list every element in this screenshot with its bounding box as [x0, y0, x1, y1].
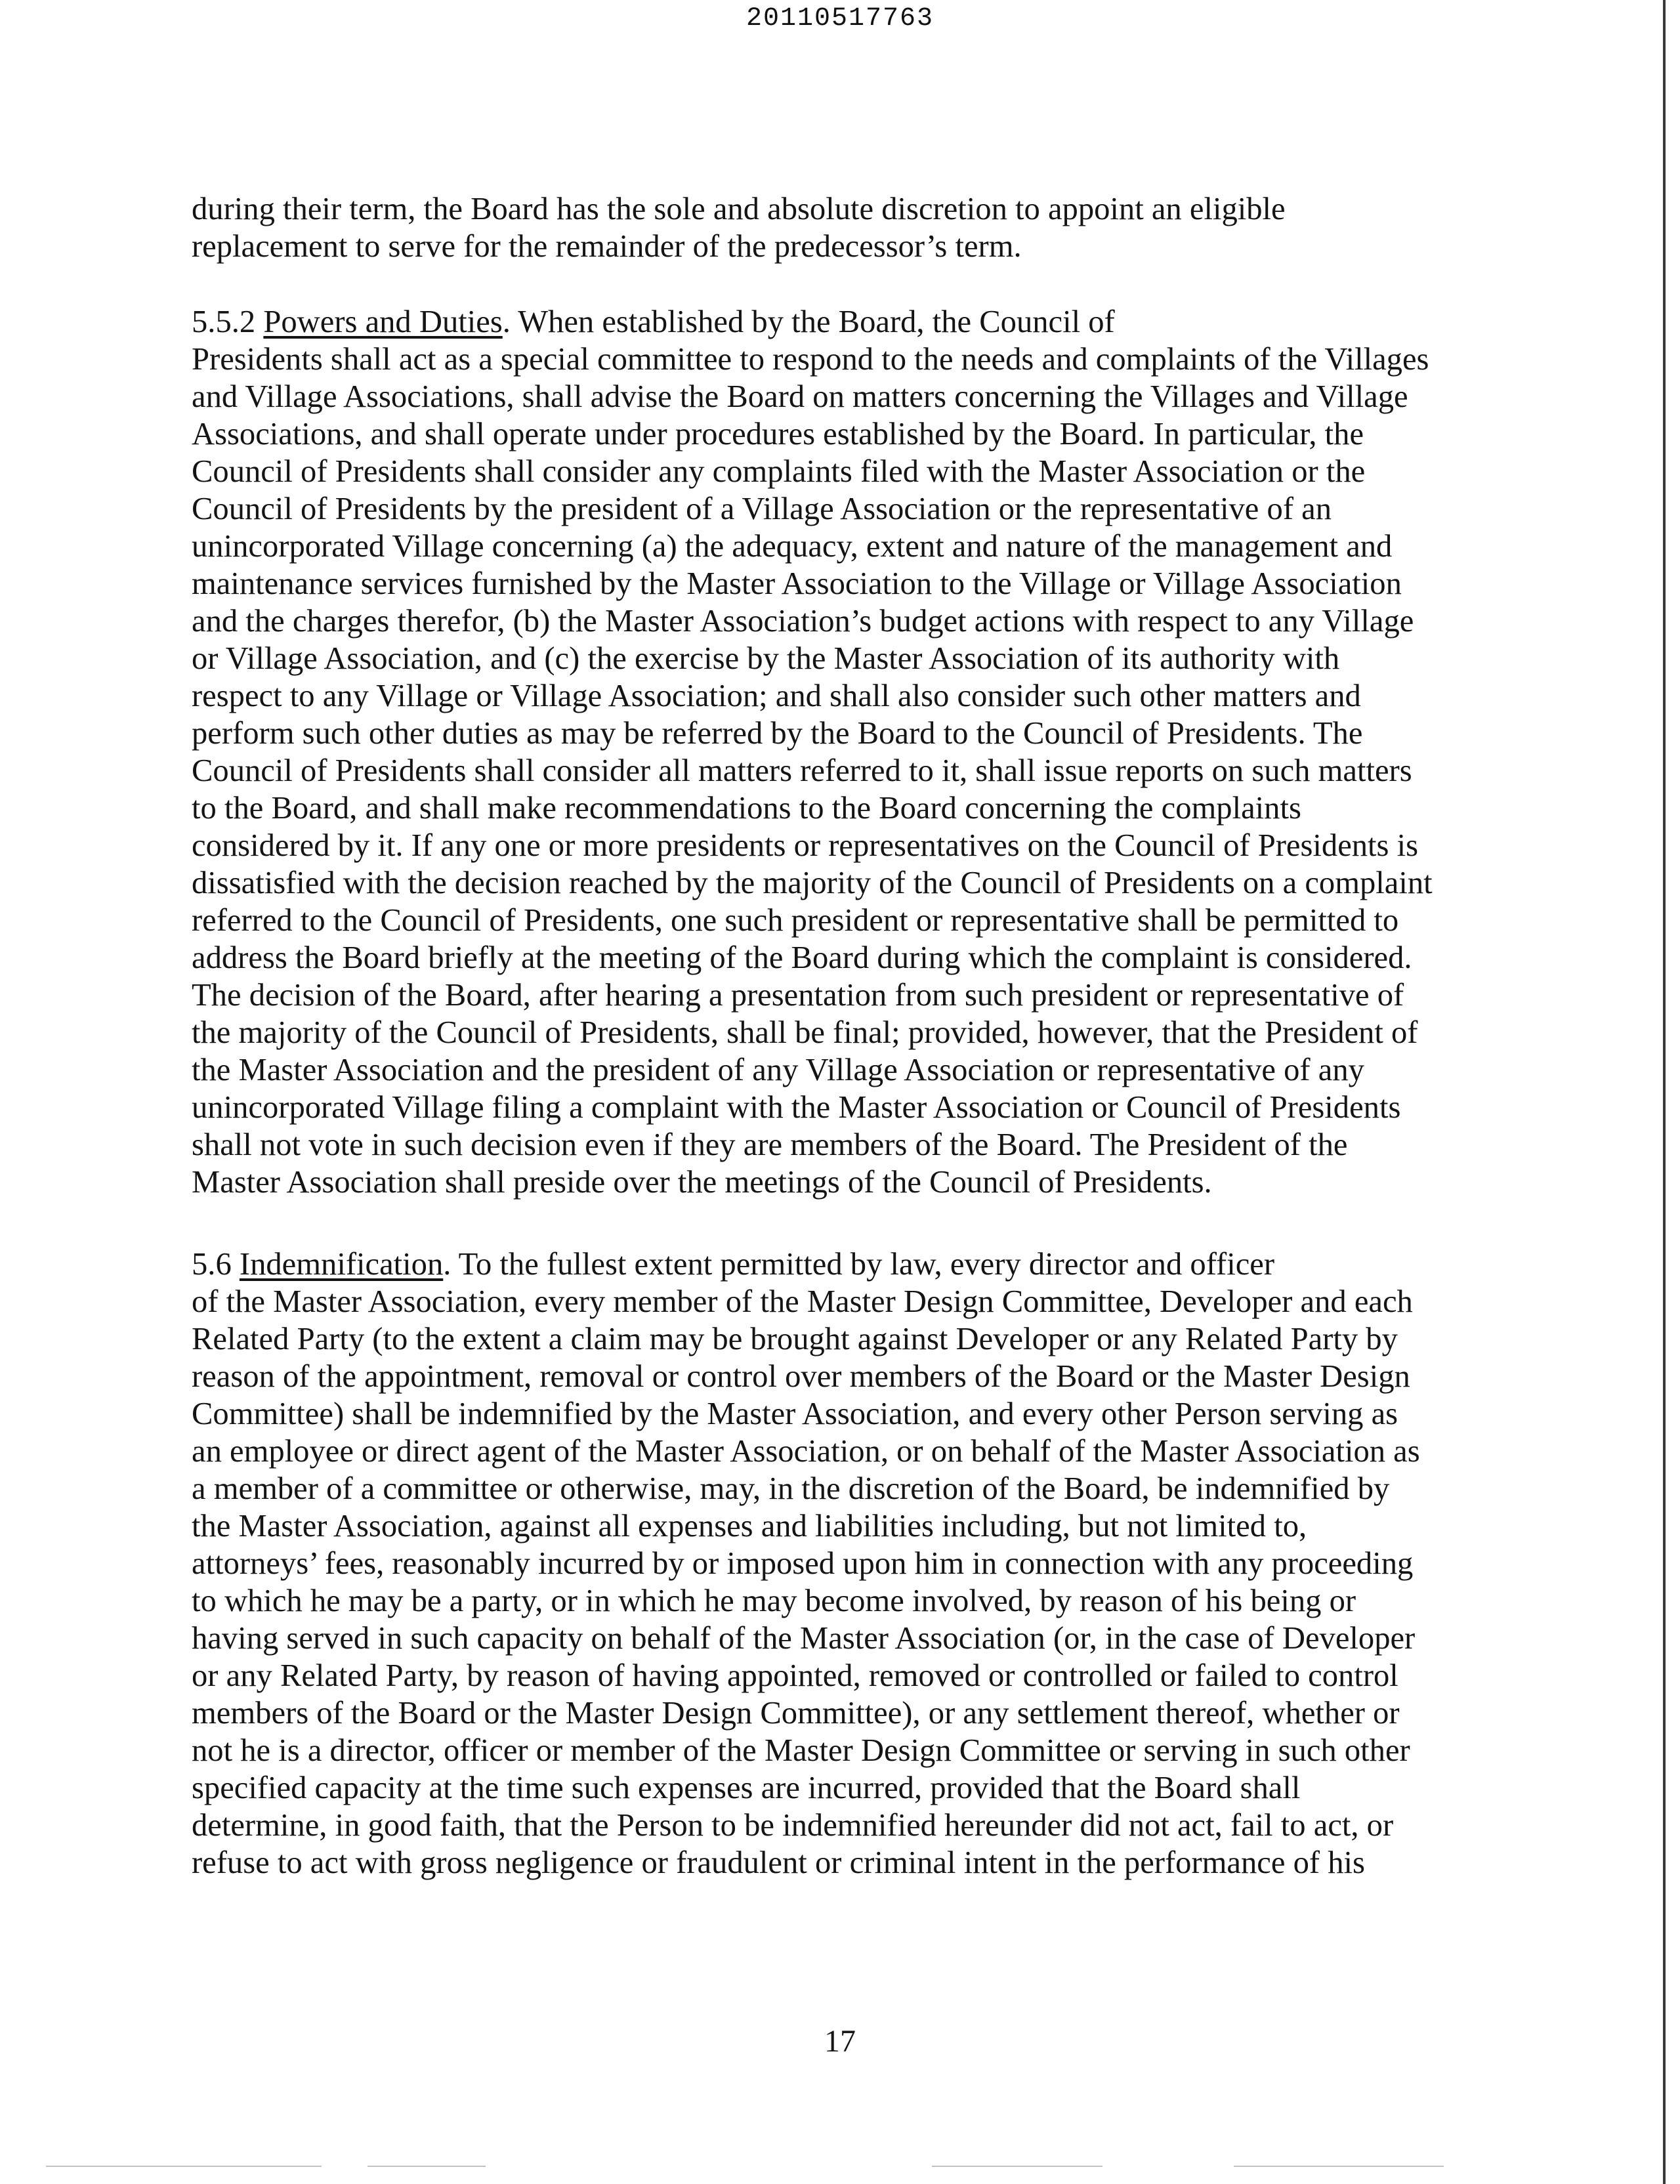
paragraph-5-5-2-powers-and-duties: [192, 303, 1504, 1201]
page-number: 17: [824, 2024, 856, 2059]
document-id-header: 20110517763: [746, 4, 934, 33]
paragraph-term-replacement: during their term, the Board has the sole and absolute discretion to appoint an eligible replacement to serve for the remainder of the predecessor’s term.: [192, 191, 1286, 264]
section-indent: 5.6: [192, 1246, 240, 1282]
scan-artifact-line: [46, 2166, 322, 2167]
section-heading-powers-and-duties: Powers and Duties: [263, 304, 503, 339]
scan-page-edge: [1663, 0, 1666, 2184]
paragraph-5-6-indemnification: [192, 1246, 1504, 1881]
scan-artifact-line: [368, 2166, 486, 2167]
section-indent: 5.5.2: [192, 304, 264, 339]
section-body-indemnification: . To the fullest extent permitted by law, every director and officer of the Master Association, every member of the Master Design Committee, Developer and each Related Party (to the extent a claim may be brought against Developer or any Related Party by reason of the appointment, removal or control over members of the Board or the Master Design Committee) shall be indemnified by the Master Association, and every other Person serving as an employee or direct agent of the Master Association, or on behalf of the Master Association as a member of a committee or otherwise, may, in the discretion of the Board, be indemnified by the Master Association, against all expenses and liabilities including, but not limited to, attorneys’ fees, reasonably incurred by or imposed upon him in connection with any proceeding to which he may be a party, or in which he may become involved, by reason of his being or having served in such capacity on behalf of the Master Association (or, in the case of Developer or any Related Party, by reason of having appointed, removed or controlled or failed to control members of the Board or the Master Design Committee), or any settlement thereof, whether or not he is a director, officer or member of the Master Design Committee or serving in such other specified capacity at the time such expenses are incurred, provided that the Board shall determine, in good faith, that the Person to be indemnified hereunder did not act, fail to act, or refuse to act with gross negligence or fraudulent or criminal intent in the performance of his: [192, 1246, 1420, 1880]
section-heading-indemnification: Indemnification: [239, 1246, 444, 1282]
section-body-powers-and-duties: . When established by the Board, the Council of Presidents shall act as a special committee to respond to the needs and complaints of the Villages and Village Associations, shall advise the Board on matters concerning the Villages and Village Associations, and shall operate under procedures established by the Board. In particular, the Council of Presidents shall consider any complaints filed with the Master Association or the Council of Presidents by the president of a Village Association or the representative of an unincorporated Village concerning (a) the adequacy, extent and nature of the management and maintenance services furnished by the Master Association to the Village or Village Association and the charges therefor, (b) the Master Association’s budget actions with respect to any Village or Village Association, and (c) the exercise by the Master Association of its authority with respect to any Village or Village Association; and shall also consider such other matters and perform such other duties as may be referred by the Board to the Council of Presidents. The Council of Presidents shall consider all matters referred to it, shall issue reports on such matters to the Board, and shall make recommendations to the Board concerning the complaints considered by it. If any one or more presidents or representatives on the Council of Presidents is dissatisfied with the decision reached by the majority of the Council of Presidents on a complaint referred to the Council of Presidents, one such president or representative shall be permitted to address the Board briefly at the meeting of the Board during which the complaint is considered. The decision of the Board, after hearing a presentation from such president or representative of the majority of the Council of Presidents, shall be final; provided, however, that the President of the Master Association and the president of any Village Association or representative of any unincorporated Village filing a complaint with the Master Association or Council of Presidents shall not vote in such decision even if they are members of the Board. The President of the Master Association shall preside over the meetings of the Council of Presidents.: [192, 304, 1433, 1200]
scan-artifact-line: [932, 2166, 1102, 2167]
scan-artifact-line: [1234, 2166, 1444, 2167]
